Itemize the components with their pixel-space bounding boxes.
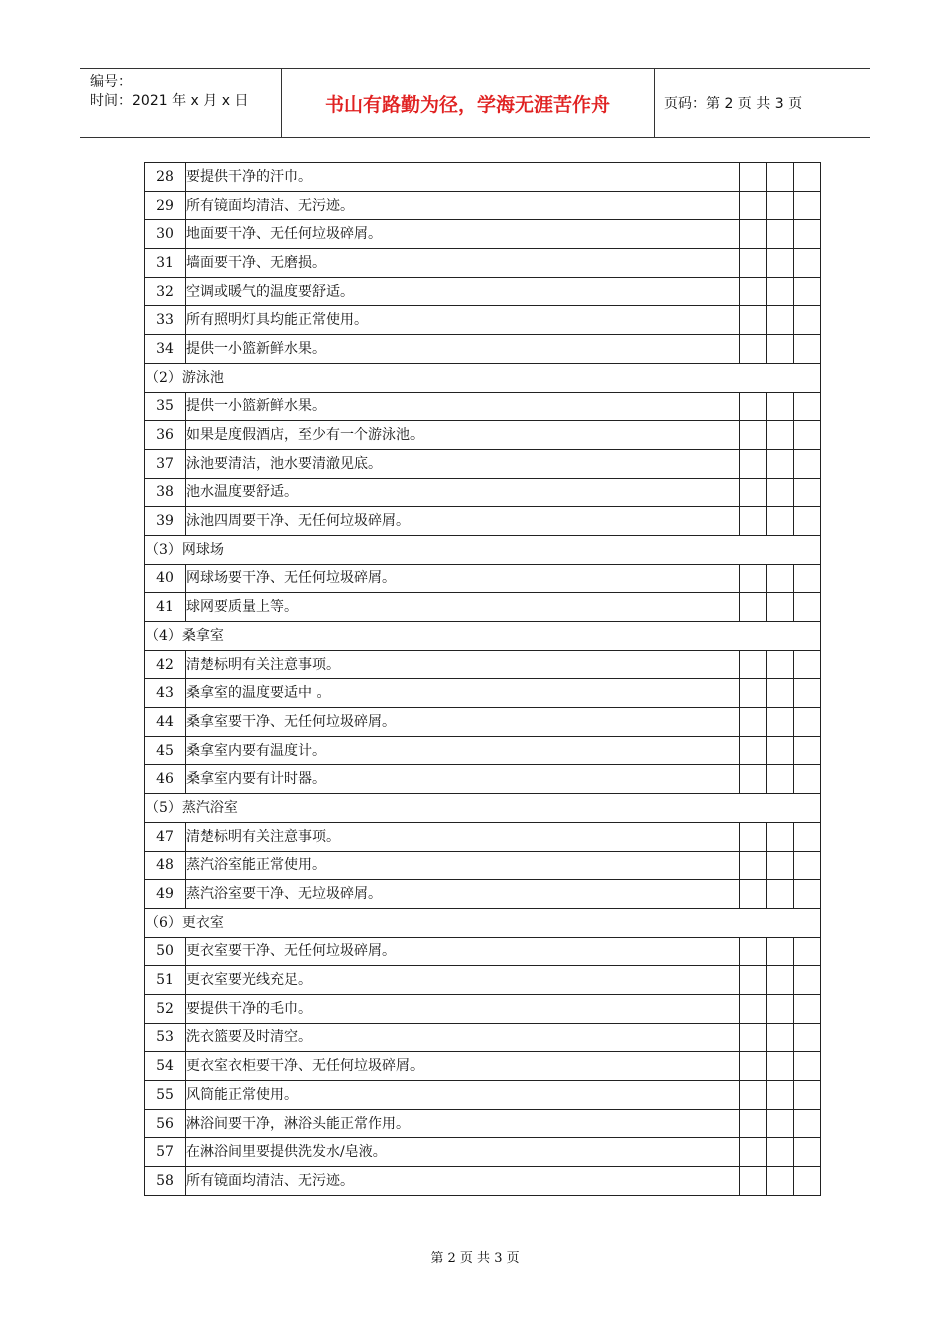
check-cell[interactable] [740,1052,767,1081]
section-title: （4）桑拿室 [145,622,821,651]
check-cell[interactable] [767,679,794,708]
item-text: 球网要质量上等。 [186,593,740,622]
item-text: 蒸汽浴室能正常使用。 [186,851,740,880]
section-header-row [145,622,821,651]
check-cell[interactable] [794,765,821,794]
check-cell[interactable] [740,650,767,679]
check-cell[interactable] [794,1052,821,1081]
check-cell[interactable] [767,392,794,421]
check-cell[interactable] [767,851,794,880]
check-cell[interactable] [767,249,794,278]
check-cell[interactable] [794,822,821,851]
item-number: 35 [145,392,186,421]
check-cell[interactable] [794,220,821,249]
check-cell[interactable] [740,564,767,593]
item-text: 空调或暖气的温度要舒适。 [186,277,740,306]
checklist-row [145,220,821,249]
item-number: 48 [145,851,186,880]
item-number: 45 [145,736,186,765]
section-header-row [145,794,821,823]
section-title: （6）更衣室 [145,908,821,937]
item-number: 38 [145,478,186,507]
item-text: 桑拿室内要有计时器。 [186,765,740,794]
check-cell[interactable] [740,1167,767,1196]
page-footer: 第 2 页 共 3 页 [430,1251,520,1266]
check-cell[interactable] [794,1023,821,1052]
item-number: 55 [145,1081,186,1110]
item-text: 如果是度假酒店，至少有一个游泳池。 [186,421,740,450]
checklist-row [145,1081,821,1110]
check-cell[interactable] [740,306,767,335]
item-text: 桑拿室内要有温度计。 [186,736,740,765]
item-text: 网球场要干净、无任何垃圾碎屑。 [186,564,740,593]
header-page-info: 页码：第 2 页 共 3 页 [664,96,803,112]
checklist-row [145,593,821,622]
item-text: 要提供干净的汗巾。 [186,163,740,192]
checklist-row [145,277,821,306]
checklist-row [145,478,821,507]
check-cell[interactable] [794,191,821,220]
item-text: 更衣室要光线充足。 [186,966,740,995]
checklist-row [145,449,821,478]
check-cell[interactable] [767,593,794,622]
checklist-row [145,822,821,851]
check-cell[interactable] [740,277,767,306]
checklist-row [145,708,821,737]
check-cell[interactable] [794,736,821,765]
check-cell[interactable] [740,765,767,794]
check-cell[interactable] [767,736,794,765]
item-text: 地面要干净、无任何垃圾碎屑。 [186,220,740,249]
item-text: 在淋浴间里要提供洗发水/皂液。 [186,1138,740,1167]
section-header-row [145,535,821,564]
item-number: 34 [145,335,186,364]
item-number: 44 [145,708,186,737]
check-cell[interactable] [740,392,767,421]
item-number: 33 [145,306,186,335]
checklist-row [145,306,821,335]
check-cell[interactable] [767,277,794,306]
item-number: 47 [145,822,186,851]
document-number-label: 编号： [90,74,132,90]
item-number: 41 [145,593,186,622]
item-number: 32 [145,277,186,306]
check-cell[interactable] [767,994,794,1023]
check-cell[interactable] [740,708,767,737]
section-header-row [145,908,821,937]
check-cell[interactable] [740,822,767,851]
checklist-row [145,880,821,909]
check-cell[interactable] [740,880,767,909]
item-text: 要提供干净的毛巾。 [186,994,740,1023]
check-cell[interactable] [740,736,767,765]
checklist-table [144,162,821,1196]
check-cell[interactable] [794,937,821,966]
checklist-row [145,650,821,679]
check-cell[interactable] [740,249,767,278]
checklist-row [145,736,821,765]
item-number: 43 [145,679,186,708]
check-cell[interactable] [740,994,767,1023]
item-text: 清楚标明有关注意事项。 [186,822,740,851]
check-cell[interactable] [767,478,794,507]
check-cell[interactable] [767,191,794,220]
checklist-row [145,937,821,966]
check-cell[interactable] [767,880,794,909]
check-cell[interactable] [740,966,767,995]
item-number: 49 [145,880,186,909]
item-number: 28 [145,163,186,192]
check-cell[interactable] [767,507,794,536]
checklist-row [145,679,821,708]
check-cell[interactable] [794,277,821,306]
check-cell[interactable] [767,220,794,249]
check-cell[interactable] [794,1081,821,1110]
check-cell[interactable] [794,880,821,909]
item-text: 池水温度要舒适。 [186,478,740,507]
document-date: 时间：2021 年 x 月 x 日 [90,93,249,109]
check-cell[interactable] [794,249,821,278]
checklist-row [145,163,821,192]
check-cell[interactable] [767,564,794,593]
check-cell[interactable] [740,1109,767,1138]
check-cell[interactable] [740,478,767,507]
check-cell[interactable] [740,679,767,708]
check-cell[interactable] [740,1023,767,1052]
check-cell[interactable] [740,1138,767,1167]
check-cell[interactable] [767,335,794,364]
check-cell[interactable] [767,765,794,794]
check-cell[interactable] [767,449,794,478]
check-cell[interactable] [740,593,767,622]
item-text: 清楚标明有关注意事项。 [186,650,740,679]
checklist-row [145,392,821,421]
item-text: 提供一小篮新鲜水果。 [186,392,740,421]
checklist-row [145,564,821,593]
check-cell[interactable] [794,421,821,450]
item-text: 所有镜面均清洁、无污迹。 [186,191,740,220]
check-cell[interactable] [767,1167,794,1196]
check-cell[interactable] [794,306,821,335]
checklist-row [145,1138,821,1167]
item-text: 泳池四周要干净、无任何垃圾碎屑。 [186,507,740,536]
item-text: 墙面要干净、无磨损。 [186,249,740,278]
item-number: 29 [145,191,186,220]
item-text: 提供一小篮新鲜水果。 [186,335,740,364]
document-header [80,68,870,138]
item-number: 31 [145,249,186,278]
check-cell[interactable] [794,449,821,478]
checklist-row [145,966,821,995]
check-cell[interactable] [794,851,821,880]
section-header-row [145,363,821,392]
checklist-row [145,765,821,794]
checklist-row [145,1052,821,1081]
header-divider [654,69,655,137]
item-number: 30 [145,220,186,249]
check-cell[interactable] [767,163,794,192]
section-title: （3）网球场 [145,535,821,564]
check-cell[interactable] [767,708,794,737]
item-number: 37 [145,449,186,478]
check-cell[interactable] [794,1138,821,1167]
check-cell[interactable] [740,851,767,880]
check-cell[interactable] [767,1138,794,1167]
item-number: 56 [145,1109,186,1138]
checklist-row [145,335,821,364]
item-text: 风筒能正常使用。 [186,1081,740,1110]
item-number: 46 [145,765,186,794]
check-cell[interactable] [794,679,821,708]
item-text: 泳池要清洁，池水要清澈见底。 [186,449,740,478]
item-number: 39 [145,507,186,536]
item-text: 蒸汽浴室要干净、无垃圾碎屑。 [186,880,740,909]
checklist-row [145,851,821,880]
checklist-row [145,1109,821,1138]
item-number: 42 [145,650,186,679]
check-cell[interactable] [794,1109,821,1138]
check-cell[interactable] [794,593,821,622]
check-cell[interactable] [740,1081,767,1110]
check-cell[interactable] [794,994,821,1023]
check-cell[interactable] [794,163,821,192]
checklist-row [145,1167,821,1196]
check-cell[interactable] [794,507,821,536]
header-left-block [90,73,248,111]
check-cell[interactable] [767,966,794,995]
item-number: 58 [145,1167,186,1196]
item-number: 52 [145,994,186,1023]
item-number: 53 [145,1023,186,1052]
item-text: 所有照明灯具均能正常使用。 [186,306,740,335]
check-cell[interactable] [740,163,767,192]
item-number: 40 [145,564,186,593]
check-cell[interactable] [767,650,794,679]
check-cell[interactable] [767,1081,794,1110]
item-number: 54 [145,1052,186,1081]
check-cell[interactable] [740,421,767,450]
item-text: 淋浴间要干净，淋浴头能正常作用。 [186,1109,740,1138]
check-cell[interactable] [740,220,767,249]
item-text: 桑拿室要干净、无任何垃圾碎屑。 [186,708,740,737]
check-cell[interactable] [767,306,794,335]
check-cell[interactable] [740,507,767,536]
check-cell[interactable] [740,449,767,478]
item-text: 更衣室衣柜要干净、无任何垃圾碎屑。 [186,1052,740,1081]
check-cell[interactable] [794,335,821,364]
check-cell[interactable] [794,966,821,995]
check-cell[interactable] [794,1167,821,1196]
section-title: （2）游泳池 [145,363,821,392]
check-cell[interactable] [767,937,794,966]
item-number: 57 [145,1138,186,1167]
section-title: （5）蒸汽浴室 [145,794,821,823]
check-cell[interactable] [767,822,794,851]
checklist-body [145,163,821,1196]
check-cell[interactable] [740,335,767,364]
check-cell[interactable] [794,708,821,737]
check-cell[interactable] [767,1109,794,1138]
check-cell[interactable] [794,650,821,679]
check-cell[interactable] [794,564,821,593]
check-cell[interactable] [740,937,767,966]
checklist-row [145,249,821,278]
checklist-row [145,421,821,450]
check-cell[interactable] [767,1052,794,1081]
check-cell[interactable] [794,392,821,421]
check-cell[interactable] [767,1023,794,1052]
item-text: 桑拿室的温度要适中 。 [186,679,740,708]
check-cell[interactable] [740,191,767,220]
item-number: 51 [145,966,186,995]
item-number: 50 [145,937,186,966]
checklist-row [145,507,821,536]
item-number: 36 [145,421,186,450]
checklist-row [145,191,821,220]
checklist-row [145,994,821,1023]
check-cell[interactable] [767,421,794,450]
check-cell[interactable] [794,478,821,507]
item-text: 洗衣篮要及时清空。 [186,1023,740,1052]
item-text: 更衣室要干净、无任何垃圾碎屑。 [186,937,740,966]
checklist-row [145,1023,821,1052]
header-motto: 书山有路勤为径，学海无涯苦作舟 [324,93,610,116]
item-text: 所有镜面均清洁、无污迹。 [186,1167,740,1196]
